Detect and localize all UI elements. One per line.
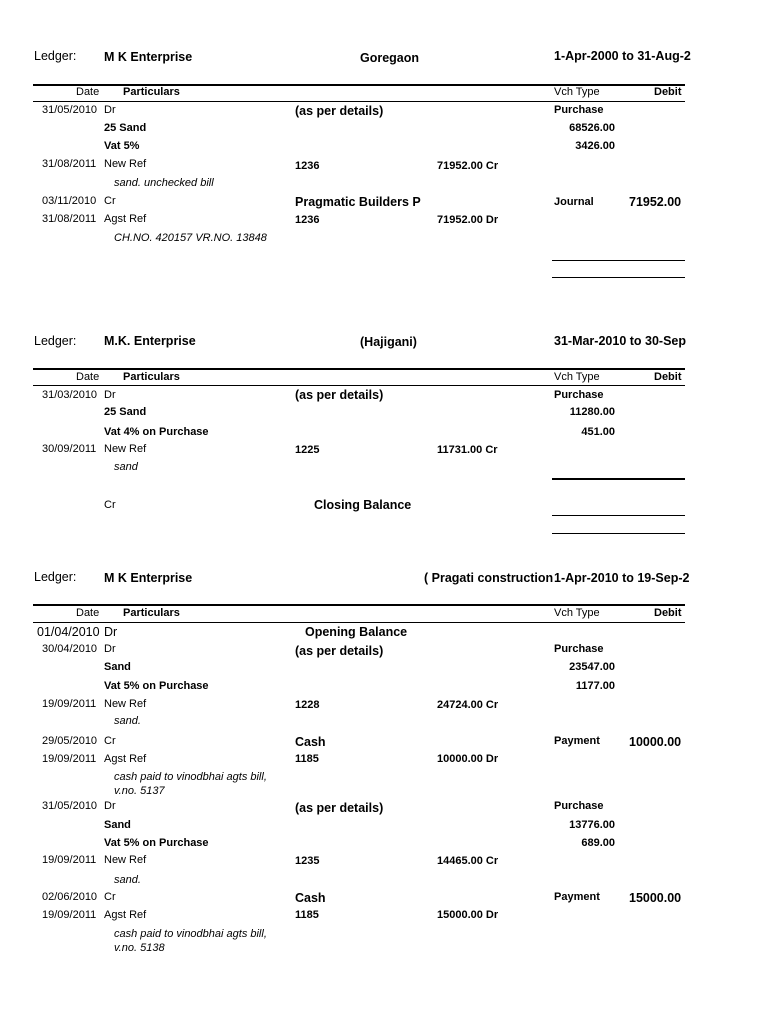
entry-date: 02/06/2010 — [42, 891, 98, 903]
entry-vch-type: Purchase — [554, 643, 604, 655]
item-amount: 3426.00 — [575, 140, 615, 152]
entry-vch-type: Purchase — [554, 104, 604, 116]
ledger-name: M K Enterprise — [104, 50, 193, 64]
entry-debit: 15000.00 — [629, 891, 682, 905]
entry-account: (as per details) — [295, 104, 384, 118]
col-vch-type: Vch Type — [554, 607, 600, 619]
col-date: Date — [76, 86, 100, 98]
entry-drcr: Dr — [104, 643, 116, 655]
narration: sand. — [114, 874, 141, 886]
ref-date: 31/08/2011 — [42, 158, 97, 170]
ref-number: 1236 — [295, 214, 320, 226]
total-rule — [552, 260, 685, 261]
entry-drcr: Dr — [104, 389, 116, 401]
item-amount: 689.00 — [581, 837, 615, 849]
col-vch-type: Vch Type — [554, 86, 600, 98]
item-name: Vat 4% on Purchase — [104, 426, 209, 438]
entry-account: Cash — [295, 735, 326, 749]
ledger-label: Ledger: — [34, 570, 77, 584]
total-rule — [552, 478, 685, 480]
item-name: Sand — [104, 661, 131, 673]
ref-date: 19/09/2011 — [42, 854, 97, 866]
col-vch-type: Vch Type — [554, 371, 600, 383]
col-debit: Debit — [654, 86, 682, 98]
item-amount: 23547.00 — [569, 661, 615, 673]
entry-vch-type: Purchase — [554, 389, 604, 401]
narration: cash paid to vinodbhai agts bill, — [114, 928, 267, 940]
ref-date: 19/09/2011 — [42, 698, 97, 710]
entry-vch-type: Journal — [554, 196, 594, 208]
col-particulars: Particulars — [123, 607, 180, 619]
ref-date: 19/09/2011 — [42, 909, 97, 921]
entry-drcr: Cr — [104, 735, 116, 747]
item-name: Vat 5% on Purchase — [104, 837, 209, 849]
entry-account: Cash — [295, 891, 326, 905]
entry-drcr: Dr — [104, 104, 116, 116]
col-date: Date — [76, 607, 100, 619]
entry-date: 31/05/2010 — [42, 104, 98, 116]
ref-amount: 14465.00 Cr — [437, 855, 499, 867]
ref-amount: 10000.00 Dr — [437, 753, 499, 765]
item-amount: 1177.00 — [575, 680, 615, 692]
col-debit: Debit — [654, 607, 682, 619]
closing-balance-label: Closing Balance — [314, 498, 412, 512]
entry-date: 29/05/2010 — [42, 735, 98, 747]
header-bottom-rule — [33, 622, 685, 623]
ref-number: 1185 — [295, 753, 319, 765]
entry-date: 01/04/2010 — [37, 625, 100, 639]
ref-type: New Ref — [104, 443, 147, 455]
ledger-period: 1-Apr-2000 to 31-Aug-2 — [554, 49, 691, 63]
ref-date: 19/09/2011 — [42, 753, 97, 765]
ledger-location: (Hajigani) — [360, 335, 417, 349]
ledger-label: Ledger: — [34, 49, 77, 63]
header-top-rule — [33, 604, 685, 606]
entry-account: (as per details) — [295, 388, 384, 402]
col-date: Date — [76, 371, 100, 383]
narration-continued: v.no. 5137 — [114, 785, 165, 797]
total-rule — [552, 515, 685, 516]
ledger-period: 31-Mar-2010 to 30-Sep — [554, 334, 687, 348]
col-particulars: Particulars — [123, 86, 180, 98]
item-amount: 68526.00 — [569, 122, 615, 134]
ref-type: New Ref — [104, 854, 147, 866]
col-particulars: Particulars — [123, 371, 180, 383]
col-debit: Debit — [654, 371, 682, 383]
entry-drcr: Cr — [104, 499, 116, 511]
entry-date: 30/04/2010 — [42, 643, 98, 655]
ref-number: 1228 — [295, 699, 320, 711]
entry-debit: 10000.00 — [629, 735, 682, 749]
header-top-rule — [33, 368, 685, 370]
ref-type: Agst Ref — [104, 909, 147, 921]
ledger-label: Ledger: — [34, 334, 77, 348]
item-name: Sand — [104, 819, 131, 831]
header-bottom-rule — [33, 385, 685, 386]
ledger-period: 1-Apr-2010 to 19-Sep-2 — [554, 571, 690, 585]
item-name: Vat 5% on Purchase — [104, 680, 209, 692]
narration: sand. unchecked bill — [114, 177, 214, 189]
item-name: 25 Sand — [104, 406, 147, 418]
total-rule — [552, 533, 685, 534]
entry-drcr: Cr — [104, 891, 116, 903]
narration: sand. — [114, 715, 141, 727]
narration: cash paid to vinodbhai agts bill, — [114, 771, 267, 783]
ref-type: Agst Ref — [104, 753, 147, 765]
item-amount: 11280.00 — [569, 406, 615, 418]
ref-type: New Ref — [104, 158, 147, 170]
ledger-location: ( Pragati construction — [424, 571, 554, 585]
entry-drcr: Dr — [104, 625, 118, 639]
entry-date: 31/05/2010 — [42, 800, 98, 812]
entry-account: (as per details) — [295, 801, 384, 815]
entry-account: Pragmatic Builders P — [295, 195, 421, 209]
ref-type: New Ref — [104, 698, 147, 710]
item-name: 25 Sand — [104, 122, 147, 134]
ref-type: Agst Ref — [104, 213, 147, 225]
ref-date: 31/08/2011 — [42, 213, 97, 225]
entry-drcr: Dr — [104, 800, 116, 812]
entry-vch-type: Payment — [554, 891, 600, 903]
entry-drcr: Cr — [104, 195, 116, 207]
ledger-location: Goregaon — [360, 51, 420, 65]
item-amount: 13776.00 — [569, 819, 615, 831]
entry-account: (as per details) — [295, 644, 384, 658]
ref-amount: 15000.00 Dr — [437, 909, 499, 921]
narration: CH.NO. 420157 VR.NO. 13848 — [114, 232, 267, 244]
ref-amount: 24724.00 Cr — [437, 699, 499, 711]
ledger-name: M.K. Enterprise — [104, 334, 196, 348]
ref-number: 1185 — [295, 909, 319, 921]
ref-number: 1235 — [295, 855, 320, 867]
ref-amount: 71952.00 Dr — [437, 214, 499, 226]
entry-vch-type: Payment — [554, 735, 600, 747]
entry-vch-type: Purchase — [554, 800, 604, 812]
header-bottom-rule — [33, 101, 685, 102]
entry-debit: 71952.00 — [629, 195, 682, 209]
ref-date: 30/09/2011 — [42, 443, 97, 455]
narration: sand — [114, 461, 138, 473]
ref-amount: 71952.00 Cr — [437, 160, 499, 172]
item-name: Vat 5% — [104, 140, 140, 152]
entry-date: 03/11/2010 — [42, 195, 97, 207]
opening-balance-label: Opening Balance — [305, 625, 408, 639]
ref-amount: 11731.00 Cr — [437, 444, 498, 456]
ref-number: 1236 — [295, 160, 320, 172]
ref-number: 1225 — [295, 444, 320, 456]
ledger-name: M K Enterprise — [104, 571, 193, 585]
entry-date: 31/03/2010 — [42, 389, 98, 401]
narration-continued: v.no. 5138 — [114, 942, 165, 954]
item-amount: 451.00 — [581, 426, 615, 438]
total-rule — [552, 277, 685, 278]
